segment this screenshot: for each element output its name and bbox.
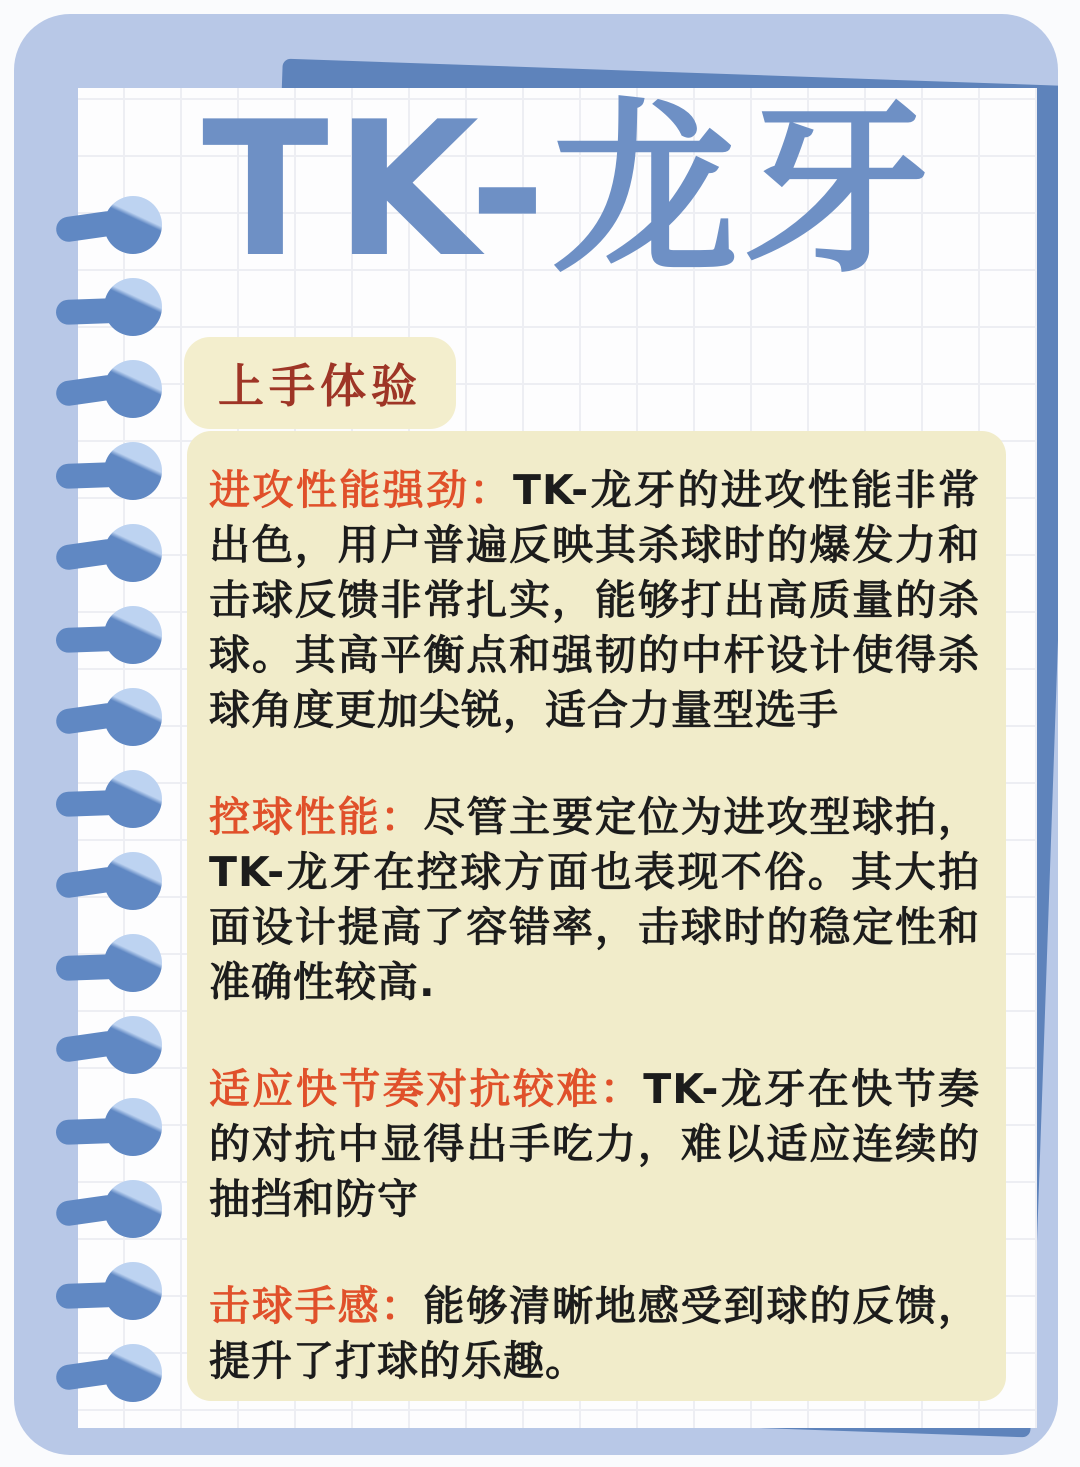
binding-ring-icon (56, 1016, 162, 1076)
ring-blob (104, 688, 162, 746)
binding-ring-icon (56, 360, 162, 420)
binding-ring-icon (56, 1098, 162, 1158)
ring-blob (104, 1180, 162, 1238)
ring-blob (104, 606, 162, 664)
section-body: TK-龙牙在快节奏的对抗中显得出手吃力，难以适应连续的抽挡和防守 (209, 1065, 980, 1223)
section-heading: 进攻性能强劲： (209, 466, 513, 514)
binding-ring-icon (56, 1180, 162, 1240)
ring-blob (104, 1262, 162, 1320)
review-section-attack (209, 463, 980, 738)
section-heading: 控球性能： (209, 793, 424, 841)
ring-blob (104, 1016, 162, 1074)
ring-blob (104, 852, 162, 910)
binding-ring-icon (56, 770, 162, 830)
binding-ring-icon (56, 1262, 162, 1322)
section-body: 尽管主要定位为进攻型球拍，TK-龙牙在控球方面也表现不俗。其大拍面设计提高了容错率，击球时的稳定性和准确性较高. (209, 793, 981, 1006)
section-heading: 适应快节奏对抗较难： (209, 1065, 644, 1113)
ring-blob (104, 1344, 162, 1402)
ring-blob (104, 934, 162, 992)
binding-ring-icon (56, 606, 162, 666)
binding-ring-icon (56, 852, 162, 912)
ring-blob (104, 442, 162, 500)
section-heading: 击球手感： (209, 1282, 424, 1330)
ring-blob (104, 524, 162, 582)
binding-ring-icon (56, 524, 162, 584)
review-section-feel (209, 1279, 980, 1389)
binding-ring-icon (56, 442, 162, 502)
page-card (14, 14, 1058, 1455)
binding-ring-icon (56, 934, 162, 994)
ring-blob (104, 360, 162, 418)
binding-ring-icon (56, 1344, 162, 1404)
experience-badge: 上手体验 (184, 337, 456, 429)
binding-ring-icon (56, 688, 162, 748)
review-section-pace (209, 1062, 980, 1227)
section-body: TK-龙牙的进攻性能非常出色，用户普遍反映其杀球时的爆发力和击球反馈非常扎实，能够打出高质量的杀球。其高平衡点和强韧的中杆设计使得杀球角度更加尖锐，适合力量型选手 (209, 466, 980, 734)
ring-blob (104, 770, 162, 828)
review-section-control (209, 790, 980, 1010)
ring-blob (104, 1098, 162, 1156)
review-panel (187, 431, 1006, 1401)
page-title: TK-龙牙 (201, 81, 937, 298)
section-body: 能够清晰地感受到球的反馈，提升了打球的乐趣。 (209, 1282, 981, 1385)
